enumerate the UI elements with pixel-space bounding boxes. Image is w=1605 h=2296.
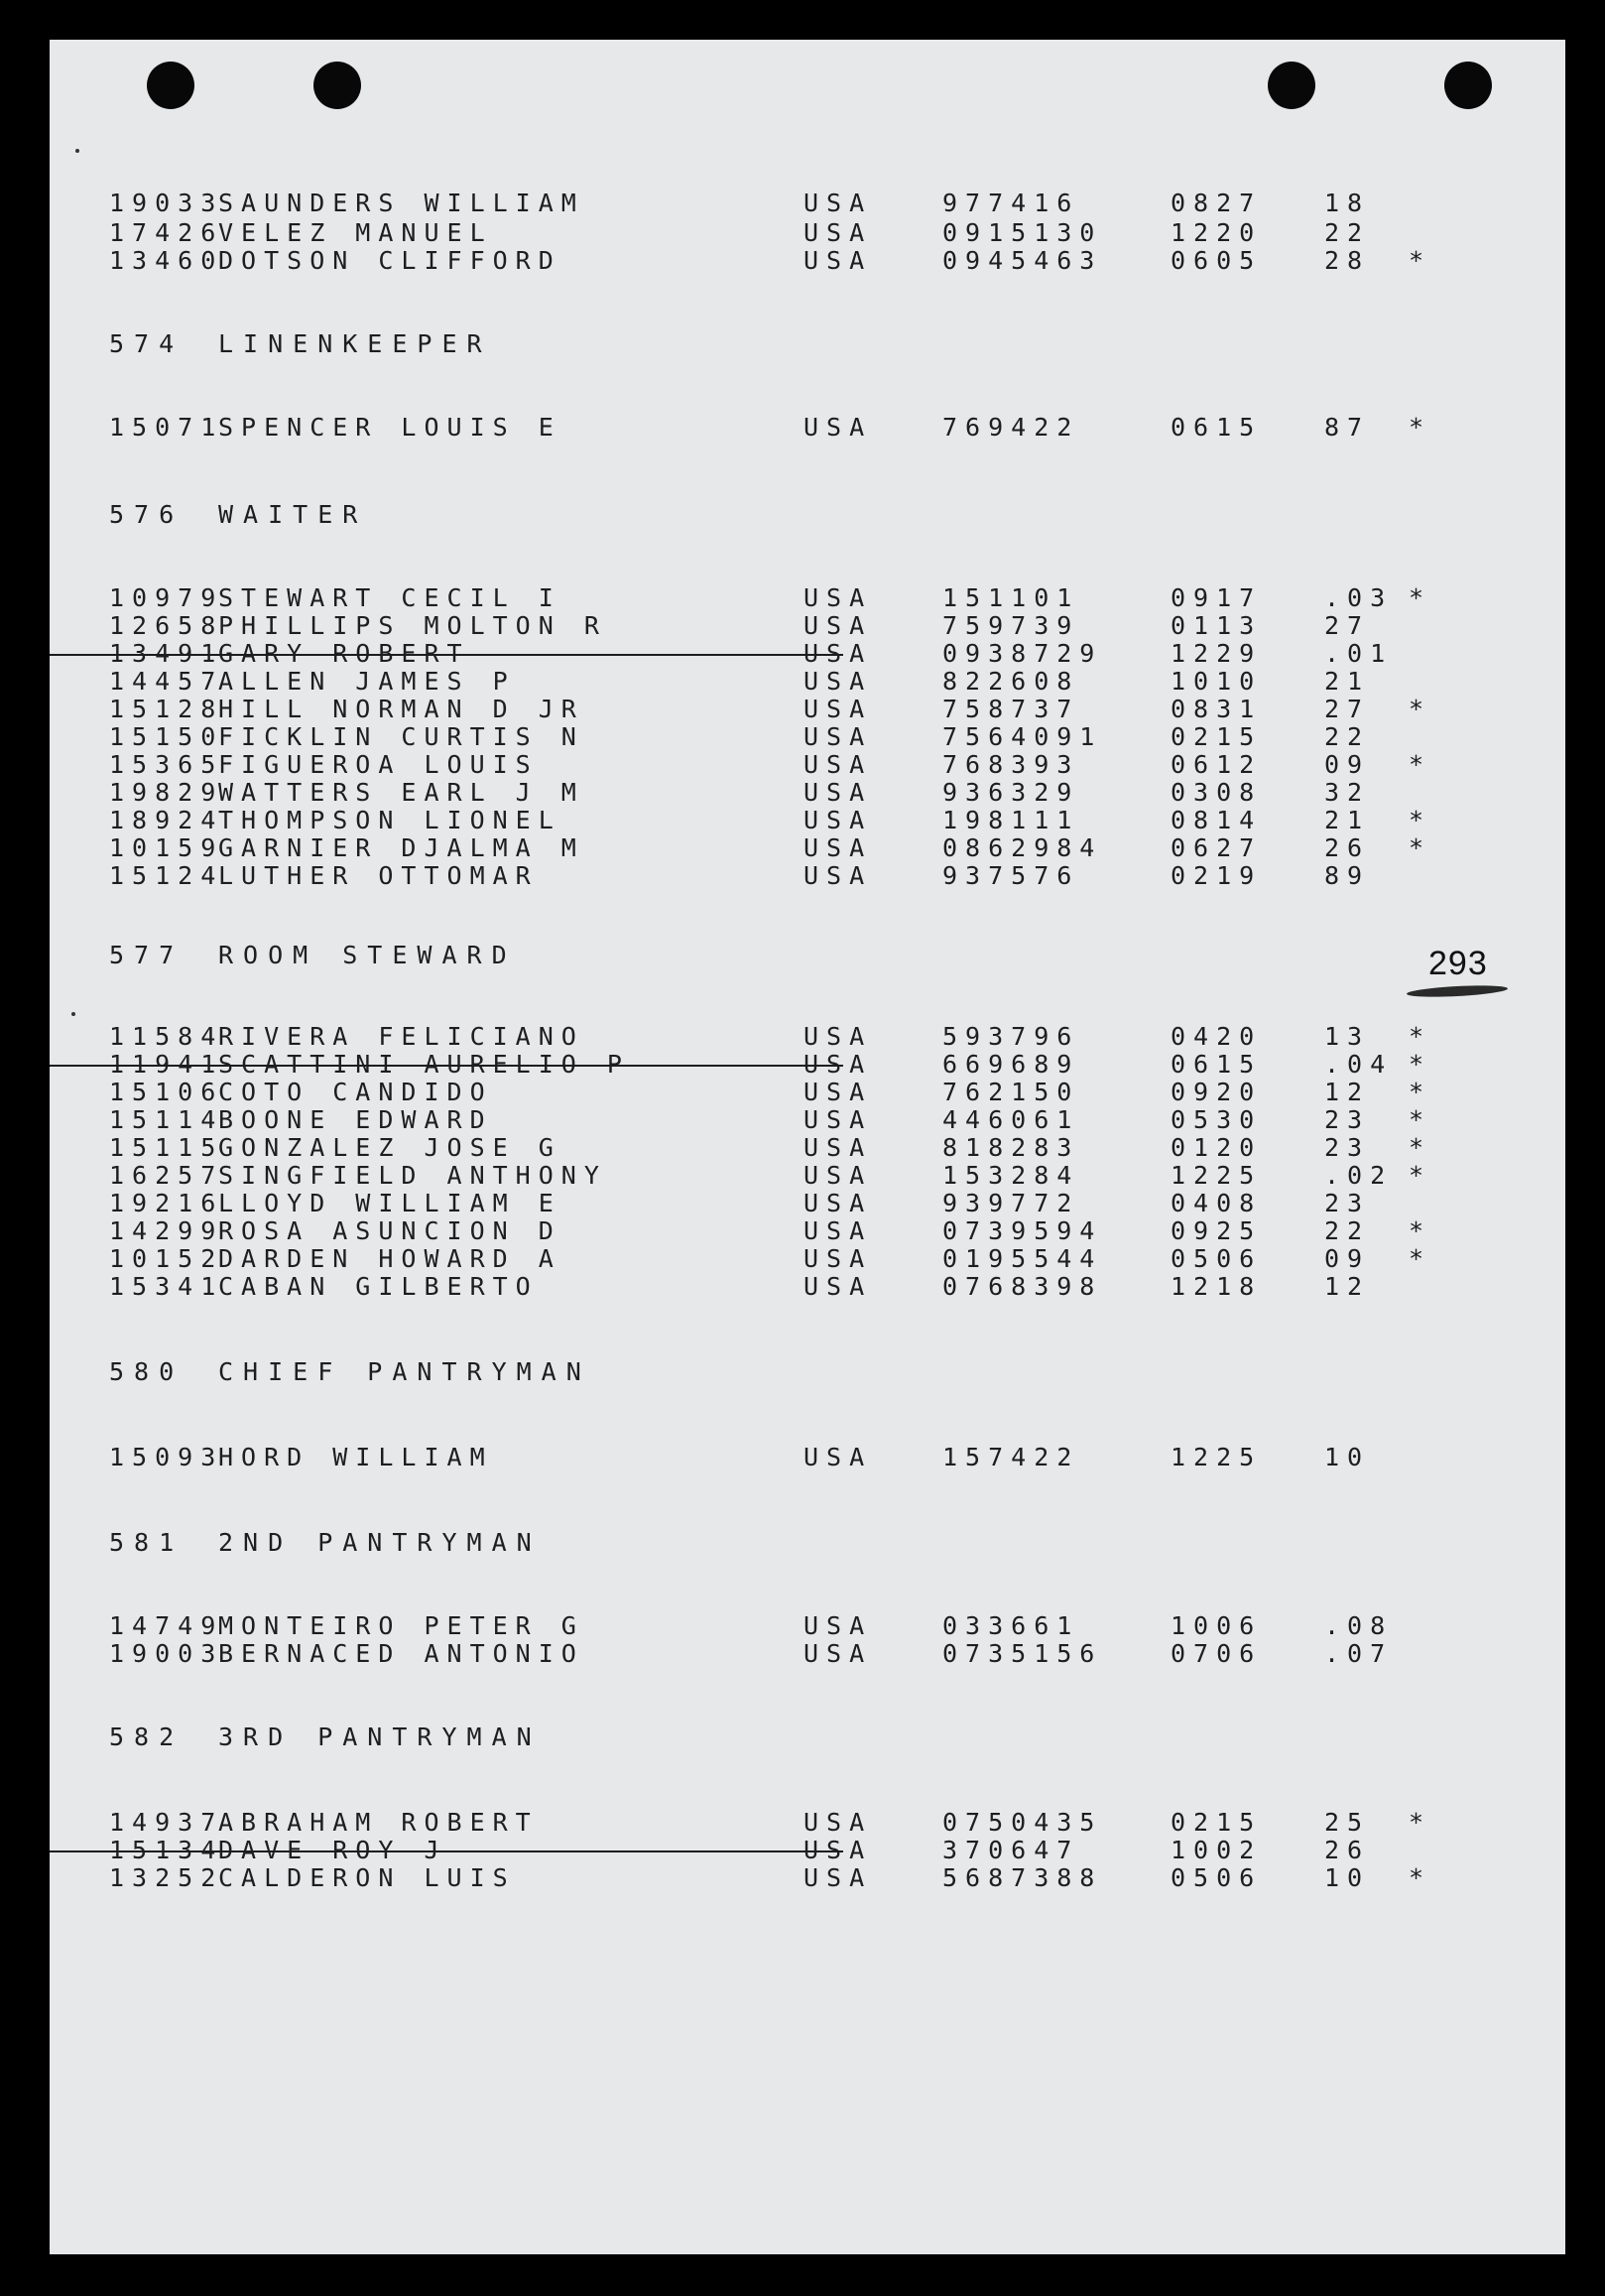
asterisk-mark: * xyxy=(1409,1078,1432,1106)
date-code: 0706 xyxy=(1171,1639,1263,1668)
date-code: 1006 xyxy=(1171,1611,1263,1640)
asterisk-mark: * xyxy=(1409,1022,1432,1051)
crew-name: LLOYD WILLIAM E xyxy=(218,1189,561,1217)
age-code: 27 xyxy=(1324,611,1371,640)
crew-id: 17426 xyxy=(109,218,224,247)
document-number: 768393 xyxy=(942,750,1080,779)
crew-row xyxy=(50,1613,1488,1639)
crew-name: GARNIER DJALMA M xyxy=(218,833,584,862)
document-number: 822608 xyxy=(942,667,1080,696)
crew-row xyxy=(50,1445,1488,1470)
age-code: 21 xyxy=(1324,806,1371,834)
crew-row xyxy=(50,641,1488,667)
section-title: CHIEF PANTRYMAN xyxy=(218,1357,591,1386)
crew-id: 16257 xyxy=(109,1161,224,1190)
crew-name: STEWART CECIL I xyxy=(218,583,561,612)
section-code: 580 xyxy=(109,1357,185,1386)
date-code: 1218 xyxy=(1171,1272,1263,1301)
punch-hole xyxy=(313,62,361,109)
crew-row xyxy=(50,724,1488,750)
crew-id: 15115 xyxy=(109,1133,224,1162)
crew-row xyxy=(50,1246,1488,1272)
asterisk-mark: * xyxy=(1409,1216,1432,1245)
age-code: 87 xyxy=(1324,413,1371,442)
crew-row xyxy=(50,1052,1488,1078)
document-number: 977416 xyxy=(942,189,1080,217)
crew-id: 15341 xyxy=(109,1272,224,1301)
date-code: 1225 xyxy=(1171,1443,1263,1471)
crew-id: 19003 xyxy=(109,1639,224,1668)
nationality: USA xyxy=(803,639,873,668)
nationality: USA xyxy=(803,1808,873,1837)
age-code: 32 xyxy=(1324,778,1371,807)
crew-id: 13460 xyxy=(109,246,224,275)
date-code: 1010 xyxy=(1171,667,1263,696)
nationality: USA xyxy=(803,1161,873,1190)
nationality: USA xyxy=(803,1022,873,1051)
nationality: USA xyxy=(803,189,873,217)
asterisk-mark: * xyxy=(1409,1808,1432,1837)
crew-row xyxy=(50,1163,1488,1189)
crew-name: HORD WILLIAM xyxy=(218,1443,493,1471)
crew-name: SAUNDERS WILLIAM xyxy=(218,189,584,217)
date-code: 1229 xyxy=(1171,639,1263,668)
crew-row xyxy=(50,1274,1488,1300)
nationality: USA xyxy=(803,778,873,807)
document-number: 151101 xyxy=(942,583,1080,612)
asterisk-mark: * xyxy=(1409,833,1432,862)
asterisk-mark: * xyxy=(1409,583,1432,612)
crew-name: RIVERA FELICIANO xyxy=(218,1022,584,1051)
date-code: 0920 xyxy=(1171,1078,1263,1106)
nationality: USA xyxy=(803,413,873,442)
crew-id: 14299 xyxy=(109,1216,224,1245)
crew-name: WATTERS EARL J M xyxy=(218,778,584,807)
document-number: 758737 xyxy=(942,695,1080,723)
nationality: USA xyxy=(803,1105,873,1134)
nationality: USA xyxy=(803,806,873,834)
section-heading xyxy=(50,1530,1488,1556)
crew-name: THOMPSON LIONEL xyxy=(218,806,561,834)
age-code: .08 xyxy=(1324,1611,1394,1640)
document-number: 759739 xyxy=(942,611,1080,640)
age-code: 23 xyxy=(1324,1133,1371,1162)
crew-row xyxy=(50,1865,1488,1891)
age-code: 89 xyxy=(1324,861,1371,890)
date-code: 1220 xyxy=(1171,218,1263,247)
section-code: 582 xyxy=(109,1722,185,1751)
age-code: 23 xyxy=(1324,1189,1371,1217)
document-number: 818283 xyxy=(942,1133,1080,1162)
crew-id: 13252 xyxy=(109,1863,224,1892)
crew-id: 15134 xyxy=(109,1836,224,1864)
section-title: 2ND PANTRYMAN xyxy=(218,1528,542,1557)
crew-id: 15150 xyxy=(109,722,224,751)
document-number: 0750435 xyxy=(942,1808,1103,1837)
section-heading xyxy=(50,1359,1488,1385)
age-code: .02 xyxy=(1324,1161,1394,1190)
crew-name: GONZALEZ JOSE G xyxy=(218,1133,561,1162)
asterisk-mark: * xyxy=(1409,1105,1432,1134)
asterisk-mark: * xyxy=(1409,246,1432,275)
crew-name: DOTSON CLIFFORD xyxy=(218,246,561,275)
nationality: USA xyxy=(803,1244,873,1273)
document-number: 0739594 xyxy=(942,1216,1103,1245)
date-code: 0219 xyxy=(1171,861,1263,890)
section-heading xyxy=(50,331,1488,357)
crew-name: LUTHER OTTOMAR xyxy=(218,861,539,890)
document-number: 0195544 xyxy=(942,1244,1103,1273)
age-code: 23 xyxy=(1324,1105,1371,1134)
document-number: 0915130 xyxy=(942,218,1103,247)
date-code: 0215 xyxy=(1171,722,1263,751)
crew-id: 10159 xyxy=(109,833,224,862)
crew-row xyxy=(50,1838,1488,1863)
crew-name: COTO CANDIDO xyxy=(218,1078,493,1106)
document-number: 937576 xyxy=(942,861,1080,890)
crew-row xyxy=(50,863,1488,889)
asterisk-mark: * xyxy=(1409,1863,1432,1892)
age-code: 22 xyxy=(1324,722,1371,751)
date-code: 0308 xyxy=(1171,778,1263,807)
nationality: USA xyxy=(803,1639,873,1668)
speck xyxy=(75,149,79,153)
crew-id: 15071 xyxy=(109,413,224,442)
section-code: 574 xyxy=(109,329,185,358)
nationality: USA xyxy=(803,1443,873,1471)
crew-name: BOONE EDWARD xyxy=(218,1105,493,1134)
age-code: .03 xyxy=(1324,583,1394,612)
age-code: 28 xyxy=(1324,246,1371,275)
crew-id: 15128 xyxy=(109,695,224,723)
section-title: ROOM STEWARD xyxy=(218,941,517,969)
date-code: 0612 xyxy=(1171,750,1263,779)
nationality: USA xyxy=(803,583,873,612)
age-code: 25 xyxy=(1324,1808,1371,1837)
nationality: USA xyxy=(803,1836,873,1864)
crew-id: 14937 xyxy=(109,1808,224,1837)
nationality: USA xyxy=(803,833,873,862)
crew-name: SCATTINI AURELIO P xyxy=(218,1050,630,1079)
date-code: 0506 xyxy=(1171,1863,1263,1892)
nationality: USA xyxy=(803,1216,873,1245)
crew-name: MONTEIRO PETER G xyxy=(218,1611,584,1640)
date-code: 0627 xyxy=(1171,833,1263,862)
document-number: 936329 xyxy=(942,778,1080,807)
crew-row xyxy=(50,752,1488,778)
date-code: 0113 xyxy=(1171,611,1263,640)
crew-id: 11941 xyxy=(109,1050,224,1079)
document-number: 0945463 xyxy=(942,246,1103,275)
age-code: 27 xyxy=(1324,695,1371,723)
crew-row xyxy=(50,220,1488,246)
crew-id: 18924 xyxy=(109,806,224,834)
age-code: 13 xyxy=(1324,1022,1371,1051)
nationality: USA xyxy=(803,1611,873,1640)
crew-id: 12658 xyxy=(109,611,224,640)
nationality: USA xyxy=(803,722,873,751)
date-code: 0215 xyxy=(1171,1808,1263,1837)
date-code: 0120 xyxy=(1171,1133,1263,1162)
document-number: 5687388 xyxy=(942,1863,1103,1892)
crew-id: 13491 xyxy=(109,639,224,668)
document-number: 446061 xyxy=(942,1105,1080,1134)
document-number: 153284 xyxy=(942,1161,1080,1190)
document-number: 669689 xyxy=(942,1050,1080,1079)
asterisk-mark: * xyxy=(1409,1244,1432,1273)
crew-name: HILL NORMAN D JR xyxy=(218,695,584,723)
crew-row xyxy=(50,1107,1488,1133)
crew-id: 15365 xyxy=(109,750,224,779)
nationality: USA xyxy=(803,861,873,890)
section-title: WAITER xyxy=(218,500,368,529)
section-code: 576 xyxy=(109,500,185,529)
punch-hole xyxy=(1444,62,1492,109)
crew-name: VELEZ MANUEL xyxy=(218,218,493,247)
crew-name: PHILLIPS MOLTON R xyxy=(218,611,607,640)
document-number: 033661 xyxy=(942,1611,1080,1640)
crew-row xyxy=(50,1191,1488,1216)
crew-row xyxy=(50,697,1488,722)
punch-hole xyxy=(1268,62,1315,109)
date-code: 0831 xyxy=(1171,695,1263,723)
age-code: 18 xyxy=(1324,189,1371,217)
crew-row xyxy=(50,248,1488,274)
crew-name: FICKLIN CURTIS N xyxy=(218,722,584,751)
document-number: 0938729 xyxy=(942,639,1103,668)
page-number: 293 xyxy=(1428,945,1488,982)
document-number: 0768398 xyxy=(942,1272,1103,1301)
date-code: 0530 xyxy=(1171,1105,1263,1134)
speck xyxy=(71,1012,75,1016)
asterisk-mark: * xyxy=(1409,695,1432,723)
document-number: 939772 xyxy=(942,1189,1080,1217)
asterisk-mark: * xyxy=(1409,1050,1432,1079)
punch-hole xyxy=(147,62,194,109)
nationality: USA xyxy=(803,246,873,275)
document-page xyxy=(50,40,1565,2254)
date-code: 0615 xyxy=(1171,413,1263,442)
age-code: 26 xyxy=(1324,1836,1371,1864)
crew-row xyxy=(50,415,1488,441)
crew-id: 15124 xyxy=(109,861,224,890)
age-code: 10 xyxy=(1324,1863,1371,1892)
crew-id: 14457 xyxy=(109,667,224,696)
crew-id: 10979 xyxy=(109,583,224,612)
date-code: 0925 xyxy=(1171,1216,1263,1245)
age-code: 09 xyxy=(1324,750,1371,779)
crew-id: 19033 xyxy=(109,189,224,217)
asterisk-mark: * xyxy=(1409,1133,1432,1162)
section-title: 3RD PANTRYMAN xyxy=(218,1722,542,1751)
age-code: .04 xyxy=(1324,1050,1394,1079)
age-code: 10 xyxy=(1324,1443,1371,1471)
crew-name: DARDEN HOWARD A xyxy=(218,1244,561,1273)
crew-name: GARY ROBERT xyxy=(218,639,470,668)
age-code: 12 xyxy=(1324,1272,1371,1301)
crew-id: 11584 xyxy=(109,1022,224,1051)
document-number: 198111 xyxy=(942,806,1080,834)
date-code: 0615 xyxy=(1171,1050,1263,1079)
crew-id: 15114 xyxy=(109,1105,224,1134)
document-number: 593796 xyxy=(942,1022,1080,1051)
crew-id: 10152 xyxy=(109,1244,224,1273)
asterisk-mark: * xyxy=(1409,413,1432,442)
crew-row xyxy=(50,669,1488,695)
date-code: 0605 xyxy=(1171,246,1263,275)
section-heading xyxy=(50,943,1488,968)
nationality: USA xyxy=(803,667,873,696)
pen-scribble xyxy=(1407,983,1508,998)
age-code: 21 xyxy=(1324,667,1371,696)
document-number: 769422 xyxy=(942,413,1080,442)
crew-row xyxy=(50,613,1488,639)
nationality: USA xyxy=(803,611,873,640)
section-title: LINENKEEPER xyxy=(218,329,492,358)
section-heading xyxy=(50,1724,1488,1750)
age-code: 26 xyxy=(1324,833,1371,862)
age-code: .07 xyxy=(1324,1639,1394,1668)
section-code: 577 xyxy=(109,941,185,969)
date-code: 1225 xyxy=(1171,1161,1263,1190)
crew-row xyxy=(50,1641,1488,1667)
crew-row xyxy=(50,1080,1488,1105)
document-number: 7564091 xyxy=(942,722,1103,751)
crew-row xyxy=(50,1135,1488,1161)
document-number: 157422 xyxy=(942,1443,1080,1471)
crew-row xyxy=(50,835,1488,861)
crew-id: 19829 xyxy=(109,778,224,807)
document-number: 0735156 xyxy=(942,1639,1103,1668)
crew-row xyxy=(50,1810,1488,1836)
crew-id: 15093 xyxy=(109,1443,224,1471)
asterisk-mark: * xyxy=(1409,750,1432,779)
crew-name: ROSA ASUNCION D xyxy=(218,1216,561,1245)
nationality: USA xyxy=(803,695,873,723)
age-code: 12 xyxy=(1324,1078,1371,1106)
crew-name: CABAN GILBERTO xyxy=(218,1272,539,1301)
date-code: 0420 xyxy=(1171,1022,1263,1051)
crew-row xyxy=(50,585,1488,611)
crew-row xyxy=(50,1024,1488,1050)
asterisk-mark: * xyxy=(1409,1161,1432,1190)
date-code: 0408 xyxy=(1171,1189,1263,1217)
crew-row xyxy=(50,191,1488,216)
crew-name: BERNACED ANTONIO xyxy=(218,1639,584,1668)
nationality: USA xyxy=(803,1050,873,1079)
crew-name: ABRAHAM ROBERT xyxy=(218,1808,539,1837)
crew-id: 15106 xyxy=(109,1078,224,1106)
nationality: USA xyxy=(803,1863,873,1892)
nationality: USA xyxy=(803,750,873,779)
crew-row xyxy=(50,808,1488,833)
asterisk-mark: * xyxy=(1409,806,1432,834)
document-number: 762150 xyxy=(942,1078,1080,1106)
crew-row xyxy=(50,780,1488,806)
date-code: 0506 xyxy=(1171,1244,1263,1273)
crew-name: SPENCER LOUIS E xyxy=(218,413,561,442)
crew-name: SINGFIELD ANTHONY xyxy=(218,1161,607,1190)
crew-name: FIGUEROA LOUIS xyxy=(218,750,539,779)
date-code: 0827 xyxy=(1171,189,1263,217)
document-number: 0862984 xyxy=(942,833,1103,862)
nationality: USA xyxy=(803,1078,873,1106)
section-heading xyxy=(50,502,1488,528)
nationality: USA xyxy=(803,218,873,247)
crew-id: 19216 xyxy=(109,1189,224,1217)
crew-name: DAVE ROY J xyxy=(218,1836,447,1864)
crew-name: ALLEN JAMES P xyxy=(218,667,516,696)
nationality: USA xyxy=(803,1272,873,1301)
age-code: 22 xyxy=(1324,218,1371,247)
date-code: 0917 xyxy=(1171,583,1263,612)
date-code: 0814 xyxy=(1171,806,1263,834)
date-code: 1002 xyxy=(1171,1836,1263,1864)
crew-name: CALDERON LUIS xyxy=(218,1863,516,1892)
age-code: 09 xyxy=(1324,1244,1371,1273)
document-number: 370647 xyxy=(942,1836,1080,1864)
nationality: USA xyxy=(803,1189,873,1217)
nationality: USA xyxy=(803,1133,873,1162)
section-code: 581 xyxy=(109,1528,185,1557)
age-code: 22 xyxy=(1324,1216,1371,1245)
crew-row xyxy=(50,1218,1488,1244)
crew-id: 14749 xyxy=(109,1611,224,1640)
age-code: .01 xyxy=(1324,639,1394,668)
